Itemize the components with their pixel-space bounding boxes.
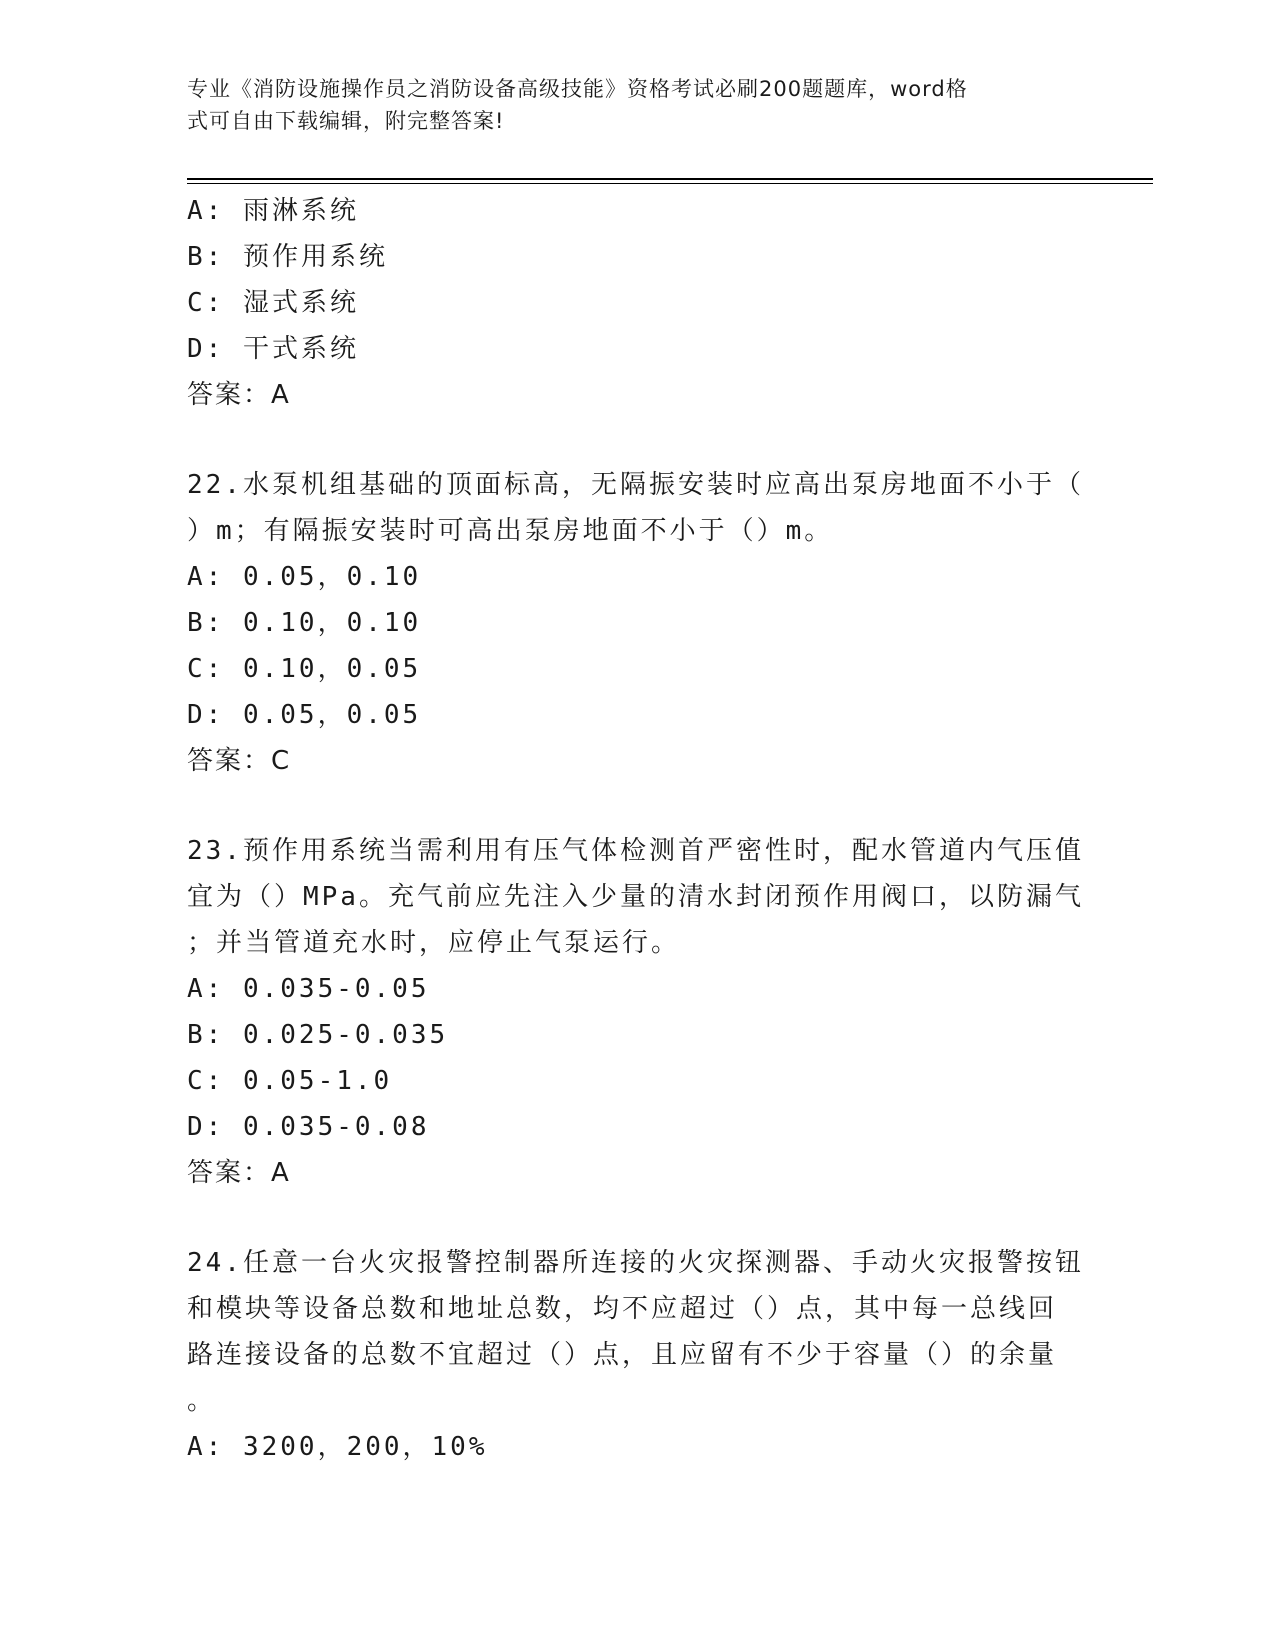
option-b: B: 预作用系统 [187,242,388,272]
option-b: B: 0.10，0.10 [187,608,422,638]
header-line-2: 式可自由下载编辑，附完整答案! [187,109,505,133]
answer: 答案：A [187,1158,291,1188]
option-c: C: 湿式系统 [187,288,359,318]
question-text-line: 路连接设备的总数不宜超过（）点，且应留有不少于容量（）的余量 [187,1340,1058,1370]
option-d: D: 0.05，0.05 [187,700,422,730]
question-text-line: ）m；有隔振安装时可高出泵房地面不小于（）m。 [187,516,834,546]
answer: 答案：A [187,380,291,410]
question-text-line: 宜为（）MPa。充气前应先注入少量的清水封闭预作用阀口，以防漏气 [187,882,1084,912]
question-list [187,188,1087,1470]
header-line-1: 专业《消防设施操作员之消防设备高级技能》资格考试必刷200题题库，word格 [187,77,968,101]
question-text-line: 24.任意一台火灾报警控制器所连接的火灾探测器、手动火灾报警按钮 [187,1248,1084,1278]
question-24 [187,1240,1087,1470]
option-a: A: 0.035-0.05 [187,974,430,1004]
question-21 [187,188,1087,418]
question-text-line: ；并当管道充水时，应停止气泵运行。 [187,928,681,958]
option-c: C: 0.05-1.0 [187,1066,393,1096]
document-header [187,73,1077,137]
question-23 [187,828,1087,1196]
header-rule-thick [187,178,1153,180]
question-text-line: 23.预作用系统当需利用有压气体检测首严密性时，配水管道内气压值 [187,836,1084,866]
question-text-line: 和模块等设备总数和地址总数，均不应超过（）点，其中每一总线回 [187,1294,1058,1324]
option-a: A: 3200，200，10% [187,1432,488,1462]
question-text-line: 22.水泵机组基础的顶面标高，无隔振安装时应高出泵房地面不小于（ [187,470,1084,500]
question-22 [187,462,1087,784]
header-rule-thin [187,183,1153,184]
option-d: D: 干式系统 [187,334,359,364]
option-a: A: 0.05，0.10 [187,562,422,592]
option-d: D: 0.035-0.08 [187,1112,430,1142]
option-c: C: 0.10，0.05 [187,654,422,684]
question-text-line: 。 [187,1386,217,1416]
option-b: B: 0.025-0.035 [187,1020,449,1050]
option-a: A: 雨淋系统 [187,196,359,226]
answer: 答案：C [187,746,292,776]
